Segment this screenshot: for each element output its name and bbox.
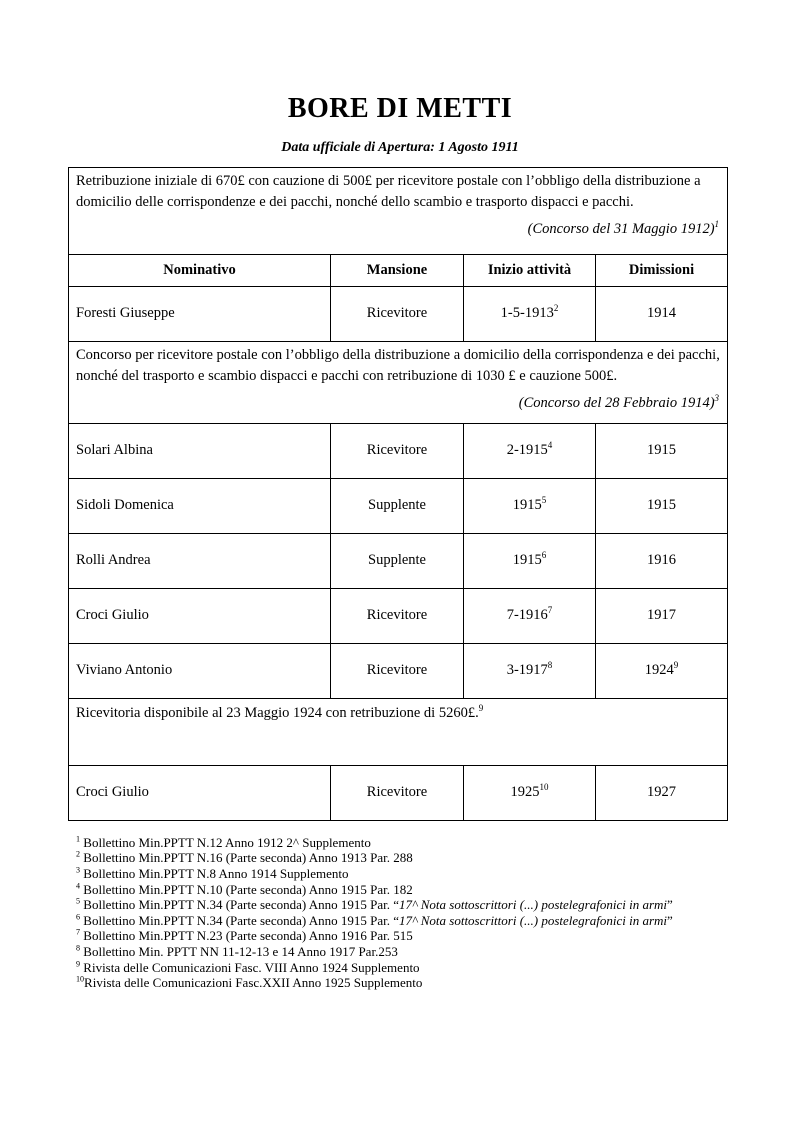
inizio-value: 7-1916 <box>506 607 548 624</box>
cell-nominativo: Solari Albina <box>69 423 331 478</box>
inizio-value: 1-5-1913 <box>500 305 554 322</box>
footnote-marker: 9 <box>76 959 81 969</box>
footnote <box>76 882 800 898</box>
inizio-value: 1925 <box>510 784 540 801</box>
note-cell <box>69 698 728 765</box>
section2-cell <box>69 341 728 423</box>
section2-concorso <box>76 393 720 414</box>
footnote-text: Bollettino Min.PPTT N.10 (Parte seconda) Anno 1915 Par. 182 <box>80 881 413 897</box>
page-subtitle: Data ufficiale di Apertura: 1 Agosto 1911 <box>281 139 519 155</box>
dimissioni-value: 1924 <box>644 662 674 679</box>
cell-dimissioni <box>596 286 728 341</box>
table-row-section2 <box>69 341 728 423</box>
cell-dimissioni <box>596 423 728 478</box>
footnote <box>76 913 800 929</box>
cell-dimissioni <box>596 478 728 533</box>
cell-nominativo: Rolli Andrea <box>69 533 331 588</box>
footnote <box>76 960 800 976</box>
cell-mansione: Ricevitore <box>331 765 464 820</box>
footnote-text: Bollettino Min.PPTT N.34 (Parte seconda) Anno 1915 Par. “ <box>80 897 399 913</box>
table-header-row <box>69 254 728 286</box>
col-header-nominativo: Nominativo <box>69 254 331 286</box>
cell-mansione: Supplente <box>331 533 464 588</box>
cell-mansione: Ricevitore <box>331 588 464 643</box>
footnote-text: Bollettino Min.PPTT N.8 Anno 1914 Supplemento <box>80 865 349 881</box>
footnote-ref: 6 <box>541 550 547 561</box>
footnote-ref: 9 <box>673 660 679 671</box>
footnote-italic-text: 17^ Nota sottoscrittori (...) postelegrafonici in armi <box>399 912 668 928</box>
footnote-text: Bollettino Min.PPTT N.12 Anno 1912 2^ Supplemento <box>80 834 371 850</box>
section1-concorso <box>76 219 720 240</box>
footnote-ref: 8 <box>547 660 553 671</box>
table-row <box>69 478 728 533</box>
cell-mansione: Ricevitore <box>331 643 464 698</box>
footnote-marker: 10 <box>76 974 85 984</box>
cell-mansione: Ricevitore <box>331 423 464 478</box>
table-row <box>69 643 728 698</box>
cell-dimissioni <box>596 588 728 643</box>
table-row <box>69 423 728 478</box>
table-row <box>69 588 728 643</box>
section2-text: Concorso per ricevitore postale con l’obbligo della distribuzione a domicilio della corrispondenza e dei pacchi, nonché del trasporto e scambio dispacci e pacchi con retribuzione di 1030 £ e cauzione 500£. <box>76 346 720 384</box>
col-header-dimissioni: Dimissioni <box>596 254 728 286</box>
cell-nominativo: Foresti Giuseppe <box>69 286 331 341</box>
cell-nominativo: Croci Giulio <box>69 588 331 643</box>
footnote <box>76 975 800 991</box>
cell-dimissioni <box>596 643 728 698</box>
footnote-ref: 2 <box>553 303 559 314</box>
inizio-value: 2-1915 <box>506 442 548 459</box>
footnote-marker: 6 <box>76 912 81 922</box>
table-row-section1 <box>69 167 728 254</box>
footnote-marker: 1 <box>76 834 81 844</box>
section1-concorso-text: (Concorso del 31 Maggio 1912) <box>527 220 715 237</box>
cell-dimissioni <box>596 765 728 820</box>
footnote-text: Rivista delle Comunicazioni Fasc.XXII Anno 1925 Supplemento <box>84 975 423 991</box>
section1-text: Retribuzione iniziale di 670£ con cauzione di 500£ per ricevitore postale con l’obbligo della distribuzione a domicilio delle corrispondenze e dei pacchi, nonché dello scambio e trasporto dispacci e pacchi. <box>76 172 701 210</box>
footnote <box>76 944 800 960</box>
cell-nominativo: Sidoli Domenica <box>69 478 331 533</box>
footnote-ref: 7 <box>547 605 553 616</box>
footnote <box>76 928 800 944</box>
dimissioni-value: 1927 <box>647 784 677 801</box>
dimissioni-value: 1915 <box>647 497 677 514</box>
page-title: BORE DI METTI <box>287 93 513 124</box>
footnote-marker: 8 <box>76 943 81 953</box>
table-row <box>69 533 728 588</box>
col-header-inizio-attivita: Inizio attività <box>464 254 596 286</box>
footnote-marker: 2 <box>76 850 81 860</box>
footnote <box>76 897 800 913</box>
footnote-marker: 7 <box>76 928 81 938</box>
cell-nominativo: Croci Giulio <box>69 765 331 820</box>
table-row-note <box>69 698 728 765</box>
table-row <box>69 286 728 341</box>
footnote-text: Bollettino Min.PPTT N.16 (Parte seconda) Anno 1913 Par. 288 <box>80 850 413 866</box>
footnote <box>76 850 800 866</box>
staff-table <box>68 167 728 821</box>
footnote-marker: 4 <box>76 881 81 891</box>
col-header-mansione: Mansione <box>331 254 464 286</box>
cell-inizio <box>464 765 596 820</box>
footnote-text: Bollettino Min.PPTT N.23 (Parte seconda) Anno 1916 Par. 515 <box>80 928 413 944</box>
section1-cell <box>69 167 728 254</box>
footnote-ref: 9 <box>478 702 484 713</box>
table-row <box>69 765 728 820</box>
dimissioni-value: 1915 <box>647 442 677 459</box>
footnotes <box>76 835 800 991</box>
cell-inizio <box>464 286 596 341</box>
cell-dimissioni <box>596 533 728 588</box>
cell-mansione: Ricevitore <box>331 286 464 341</box>
cell-nominativo: Viviano Antonio <box>69 643 331 698</box>
footnote-text-after: ” <box>667 897 673 913</box>
footnote <box>76 835 800 851</box>
cell-inizio <box>464 588 596 643</box>
dimissioni-value: 1917 <box>647 607 677 624</box>
footnote-ref: 3 <box>714 392 720 403</box>
footnote <box>76 866 800 882</box>
footnote-italic-text: 17^ Nota sottoscrittori (...) postelegrafonici in armi <box>399 897 668 913</box>
inizio-value: 3-1917 <box>506 662 548 679</box>
footnote-text: Rivista delle Comunicazioni Fasc. VIII Anno 1924 Supplemento <box>80 959 420 975</box>
cell-mansione: Supplente <box>331 478 464 533</box>
note-text: Ricevitoria disponibile al 23 Maggio 1924 con retribuzione di 5260£. <box>76 704 479 721</box>
footnote-marker: 5 <box>76 896 81 906</box>
footnote-ref: 5 <box>541 495 547 506</box>
footnote-text: Bollettino Min.PPTT N.34 (Parte seconda) Anno 1915 Par. “ <box>80 912 399 928</box>
footnote-ref: 10 <box>539 782 549 793</box>
footnote-text-after: ” <box>667 912 673 928</box>
footnote-marker: 3 <box>76 865 81 875</box>
dimissioni-value: 1914 <box>647 305 677 322</box>
cell-inizio <box>464 643 596 698</box>
section2-concorso-text: (Concorso del 28 Febbraio 1914) <box>518 394 715 411</box>
footnote-ref: 1 <box>714 218 720 229</box>
cell-inizio <box>464 478 596 533</box>
cell-inizio <box>464 533 596 588</box>
dimissioni-value: 1916 <box>647 552 677 569</box>
footnote-text: Bollettino Min. PPTT NN 11-12-13 e 14 Anno 1917 Par.253 <box>80 943 398 959</box>
inizio-value: 1915 <box>512 497 542 514</box>
inizio-value: 1915 <box>512 552 542 569</box>
cell-inizio <box>464 423 596 478</box>
footnote-ref: 4 <box>547 440 553 451</box>
